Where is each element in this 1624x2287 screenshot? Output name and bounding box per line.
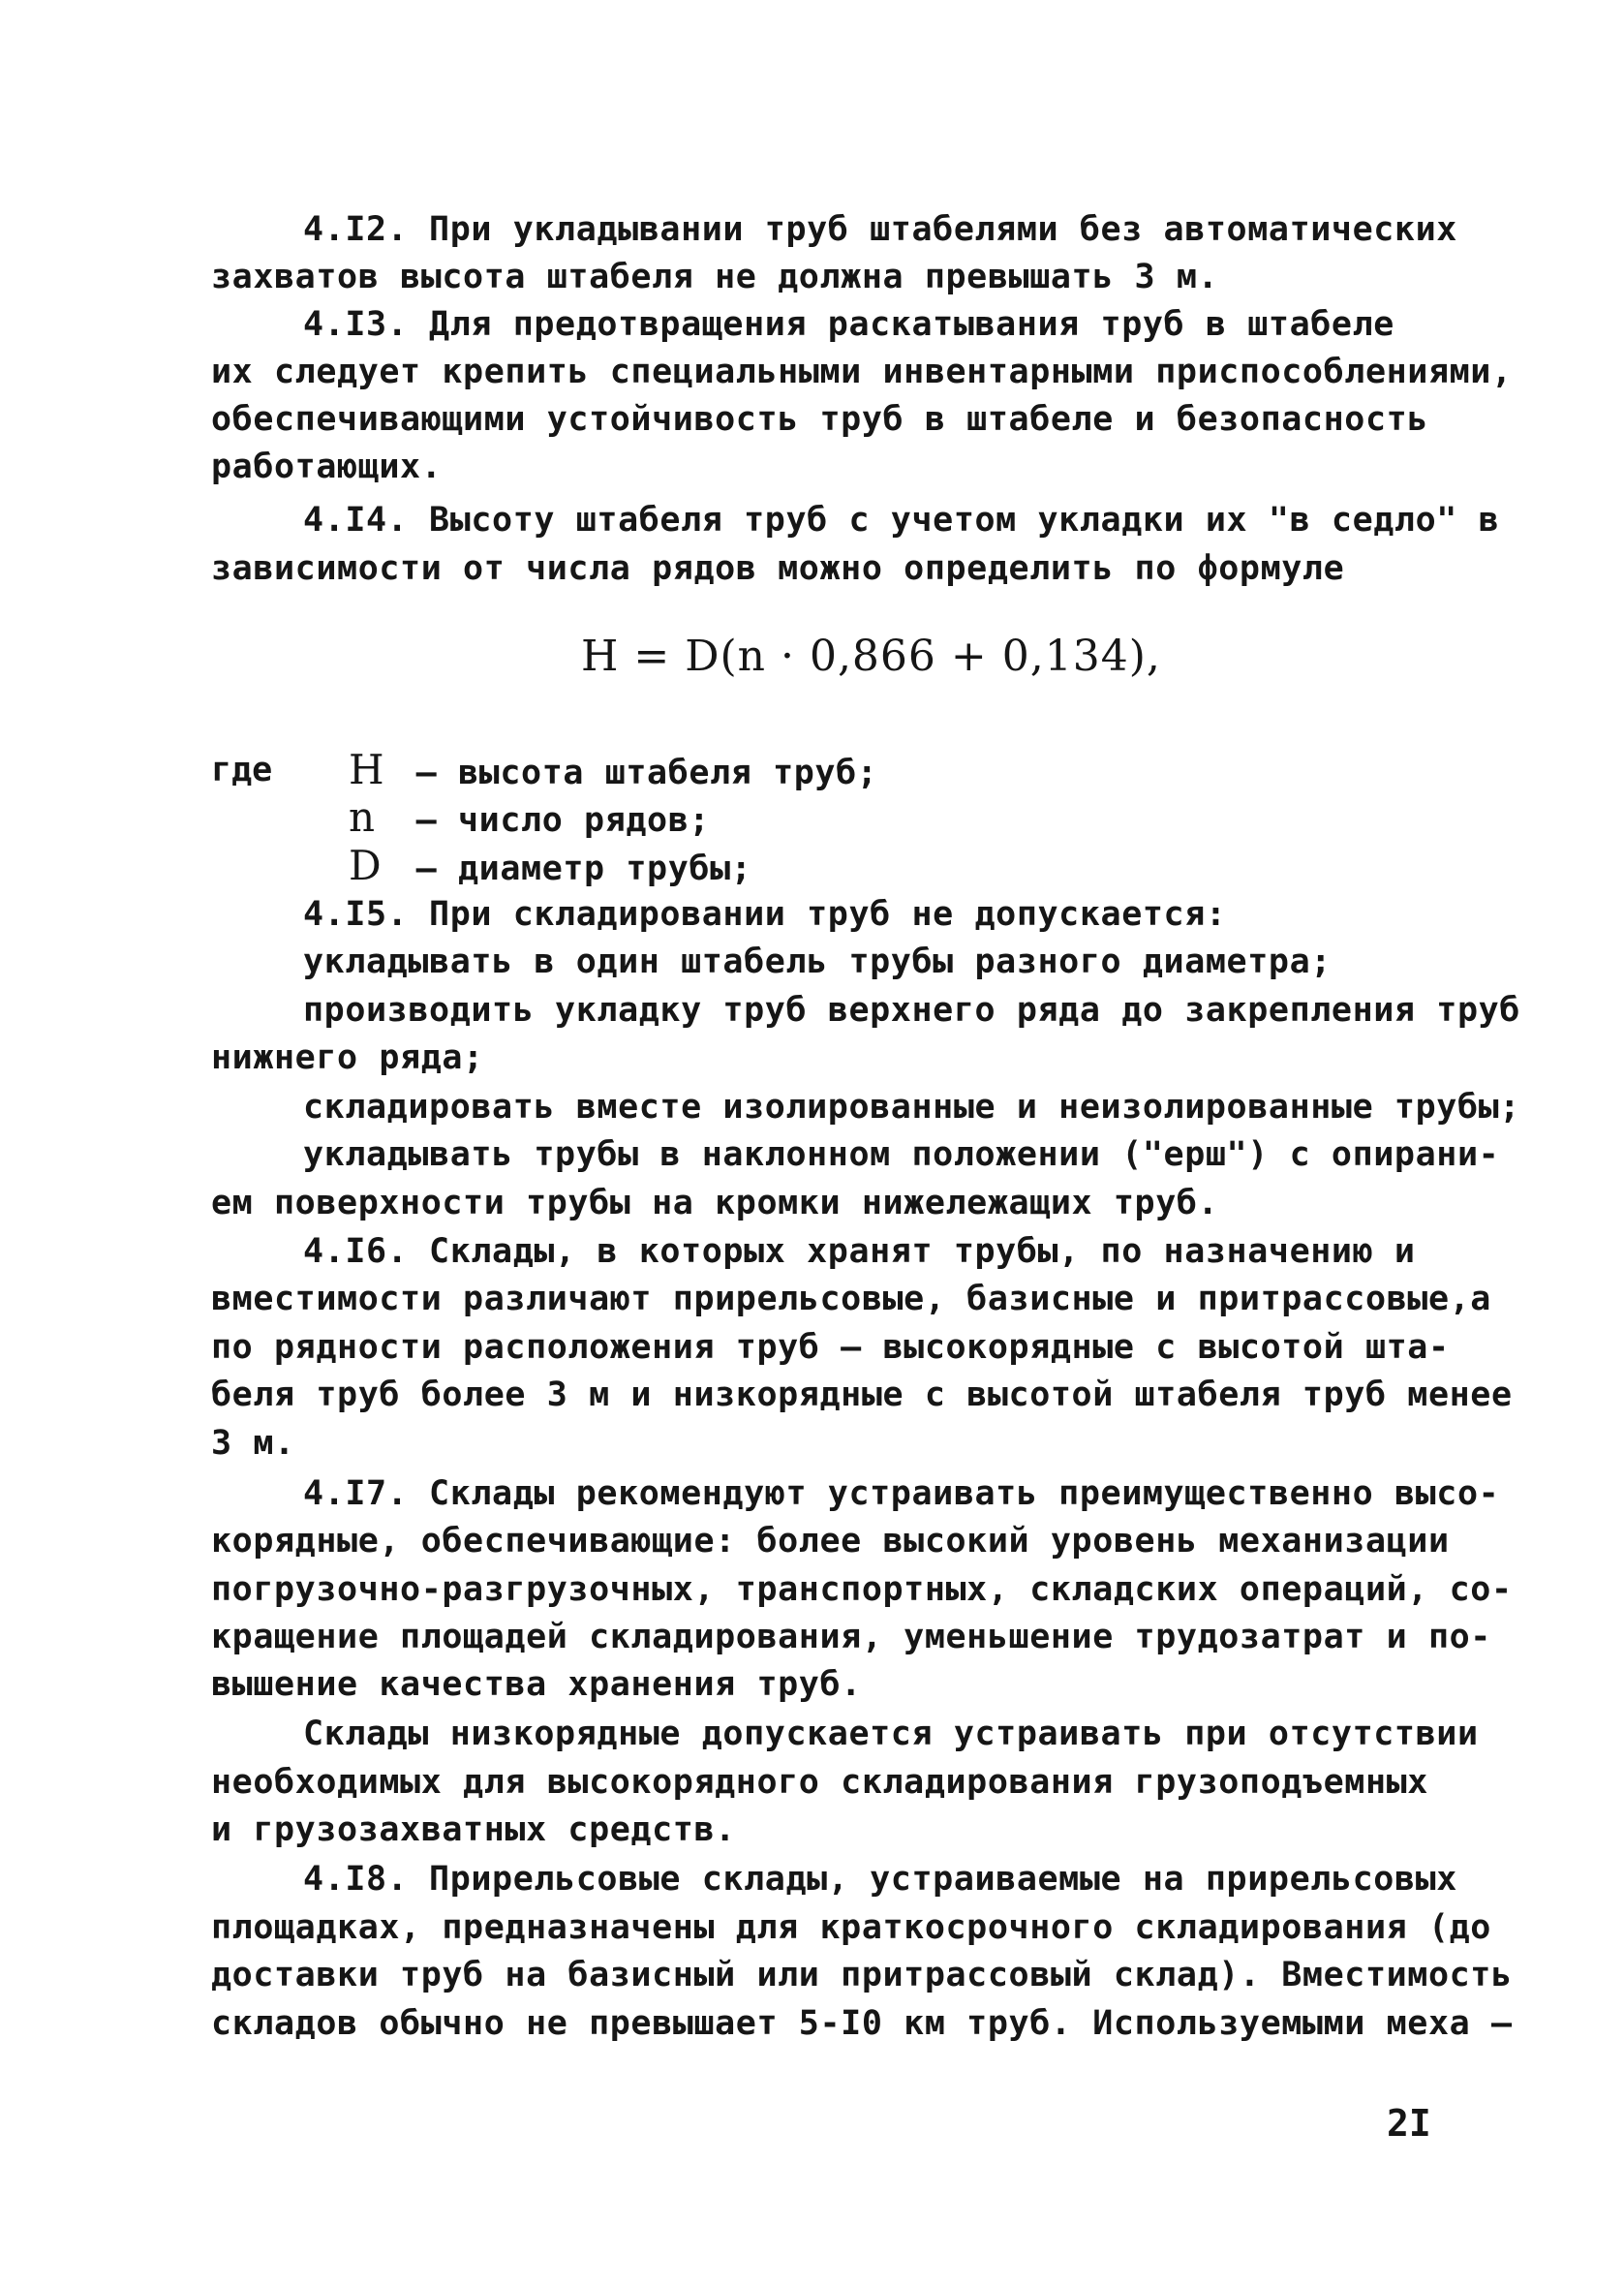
para-4-17-line-1: 4.I7. Склады рекомендуют устраивать преимущественно высо- [303,1474,1500,1513]
para-4-12-line-1: 4.I2. При укладывании труб штабелями без автоматических [303,210,1457,249]
para-4-15-line-3: производить укладку труб верхнего ряда до закрепления труб [303,991,1520,1030]
para-4-16-line-2: вместимости различают прирельсовые, базисные и притрассовые,а [211,1280,1491,1318]
definition-row-h [349,746,878,794]
symbol-d: D [349,842,383,889]
stack-height-formula: H = D(n · 0,866 + 0,134), [581,632,1161,681]
para-4-17b-line-3: и грузозахватных средств. [211,1810,736,1849]
para-4-16-line-1: 4.I6. Склады, в которых хранят трубы, по назначению и [303,1232,1416,1271]
para-4-17-line-4: кращение площадей складирования, уменьшение трудозатрат и по- [211,1618,1491,1656]
para-4-16-line-4: беля труб более 3 м и низкорядные с высотой штабеля труб менее [211,1375,1513,1414]
para-4-16-line-3: по рядности расположения труб – высокорядные с высотой шта- [211,1328,1450,1367]
para-4-15-line-5: складировать вместе изолированные и неизолированные трубы; [303,1088,1520,1127]
para-4-15-line-1: 4.I5. При складировании труб не допускается: [303,895,1227,934]
where-label: где [211,751,273,789]
para-4-18-line-3: доставки труб на базисный или притрассовый склад). Вместимость [211,1956,1513,1994]
para-4-14-line-2: зависимости от числа рядов можно определить по формуле [211,549,1345,588]
para-4-15-line-2: укладывать в один штабель трубы разного диаметра; [303,943,1332,981]
para-4-12-line-2: захватов высота штабеля не должна превышать 3 м. [211,258,1219,296]
para-4-17-line-5: вышение качества хранения труб. [211,1665,862,1704]
para-4-17-line-3: погрузочно-разгрузочных, транспортных, складских операций, со- [211,1570,1513,1609]
para-4-18-line-1: 4.I8. Прирельсовые склады, устраиваемые на прирельсовых [303,1860,1457,1899]
definition-row-d [349,842,752,890]
para-4-18-line-2: площадках, предназначены для краткосрочного складирования (до [211,1908,1491,1947]
symbol-h: H [349,746,385,793]
para-4-17b-line-2: необходимых для высокорядного складирования грузоподъемных [211,1763,1428,1802]
para-4-15-line-7: ем поверхности трубы на кромки нижележащих труб. [211,1184,1219,1222]
definition-text-h: – высота штабеля труб; [415,754,878,792]
para-4-13-line-2: их следует крепить специальными инвентарными приспособлениями, [211,353,1513,391]
page-number: 2I [1387,2102,1431,2145]
para-4-15-line-6: укладывать трубы в наклонном положении ("ерш") с опирани- [303,1135,1500,1174]
para-4-13-line-4: работающих. [211,448,443,486]
symbol-n: n [349,793,376,841]
para-4-13-line-1: 4.I3. Для предотвращения раскатывания труб в штабеле [303,305,1394,344]
para-4-17b-line-1: Склады низкорядные допускается устраивать при отсутствии [303,1715,1479,1753]
para-4-18-line-4: складов обычно не превышает 5-I0 км труб. Используемыми меха – [211,2004,1513,2043]
para-4-14-line-1: 4.I4. Высоту штабеля труб с учетом укладки их "в седло" в [303,501,1500,540]
definition-text-d: – диаметр трубы; [415,850,752,888]
para-4-17-line-2: корядные, обеспечивающие: более высокий уровень механизации [211,1522,1450,1561]
definition-row-n [349,793,711,842]
para-4-16-line-5: 3 м. [211,1424,295,1463]
para-4-13-line-3: обеспечивающими устойчивость труб в штабеле и безопасность [211,400,1428,439]
definition-text-n: – число рядов; [415,801,711,840]
para-4-15-line-4: нижнего ряда; [211,1038,484,1077]
